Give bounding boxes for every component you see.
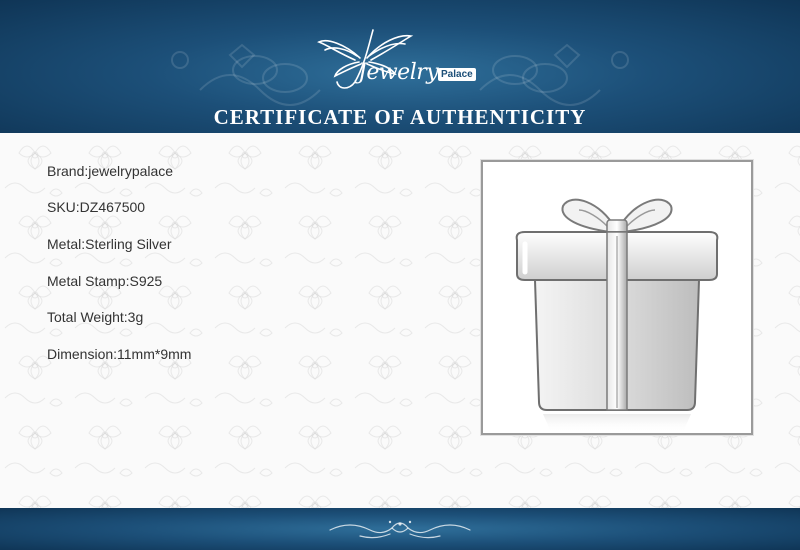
spec-weight: Total Weight:3g: [47, 309, 144, 325]
flourish-ornament-icon: [320, 514, 480, 544]
spec-sku: SKU:DZ467500: [47, 199, 146, 215]
logo-wordmark: Jewelry: [358, 60, 439, 85]
gift-box-charm-icon: [483, 162, 751, 433]
logo-badge: Palace: [438, 68, 476, 81]
spec-dimension: Dimension:11mm*9mm: [47, 346, 192, 362]
spec-metal: Metal:Sterling Silver: [47, 236, 172, 252]
footer-banner: [0, 508, 800, 550]
spec-brand: Brand:jewelrypalace: [47, 163, 174, 179]
page-title: CERTIFICATE OF AUTHENTICITY: [213, 105, 587, 129]
certificate-body: [0, 133, 800, 508]
spec-stamp: Metal Stamp:S925: [47, 273, 163, 289]
product-photo-frame: [481, 160, 753, 435]
header-banner: [0, 0, 800, 133]
jewelry-palace-logo: [315, 24, 490, 96]
